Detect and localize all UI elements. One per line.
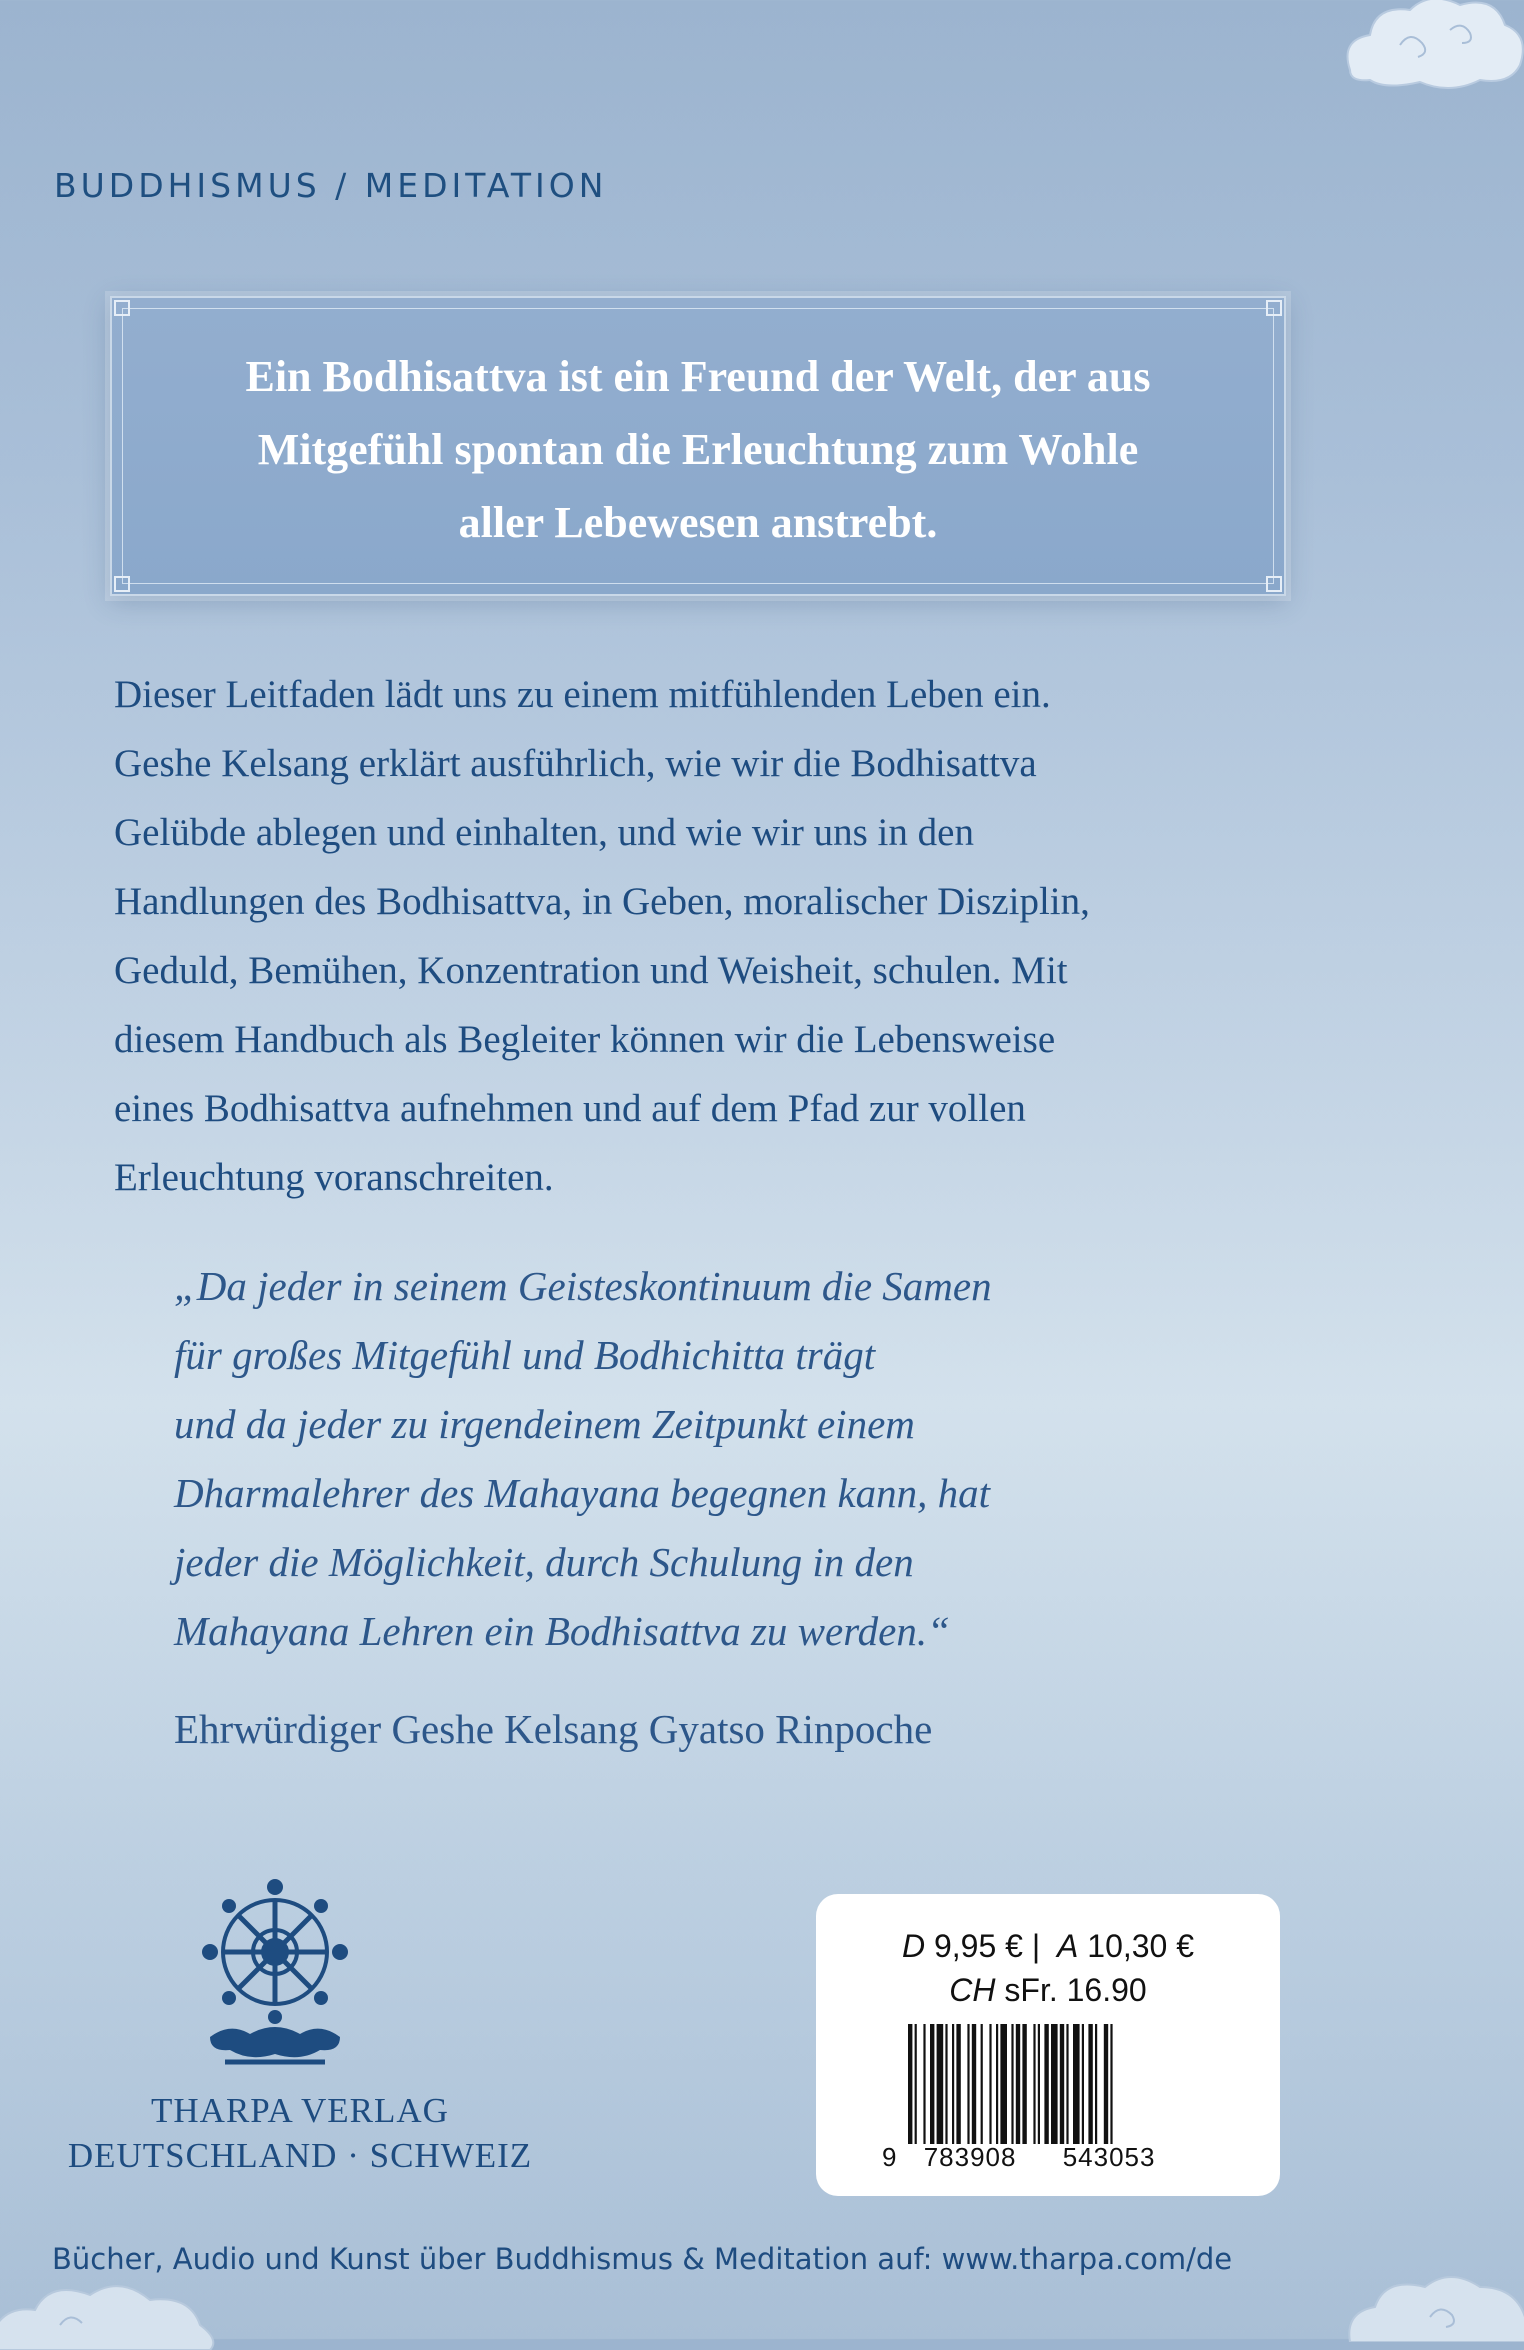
cloud-ornament-top-right [1330,0,1524,100]
price-line-ch [816,1972,1280,2009]
cloud-ornament-bottom-right [1340,2262,1524,2342]
barcode-bar [1082,2024,1084,2144]
highlight-quote-line: Ein Bodhisattva ist ein Freund der Welt, der aus [245,352,1151,401]
barcode-bar [1104,2024,1108,2144]
author-quote-line: jeder die Möglichkeit, durch Schulung in den [174,1539,914,1585]
price-label-ch: CH [949,1972,996,2008]
price-barcode-card [816,1894,1280,2196]
barcode-bar [1060,2024,1064,2144]
barcode-bar [1038,2024,1040,2144]
highlight-quote-text [152,340,1244,559]
barcode-bar [952,2024,954,2144]
price-value-a: 10,30 € [1087,1928,1195,1964]
price-line-d-a [816,1928,1280,1965]
barcode-bar [937,2024,944,2144]
author-quote [174,1252,1144,1666]
description-line: diesem Handbuch als Begleiter können wir die Lebensweise [114,1018,1056,1061]
description-line: Erleuchtung voranschreiten. [114,1156,554,1199]
price-label-d: D [901,1928,926,1964]
barcode-bar [1022,2024,1026,2144]
author-quote-line: und da jeder zu irgendeinem Zeitpunkt einem [174,1401,915,1447]
author-quote-line: Dharmalehrer des Mahayana begegnen kann, hat [174,1470,991,1516]
highlight-quote-box [110,296,1286,596]
barcode-bar [1016,2024,1020,2144]
description-line: Gelübde ablegen und einhalten, und wie wir uns in den [114,811,974,854]
barcode-digits [882,2142,1155,2173]
barcode-bar [1110,2024,1112,2144]
barcode-bar [908,2024,912,2144]
barcode-bar [989,2024,991,2144]
highlight-quote-line: Mitgefühl spontan die Erleuchtung zum Wohle [257,425,1139,474]
barcode-bar [996,2024,998,2144]
quote-attribution: Ehrwürdiger Geshe Kelsang Gyatso Rinpoche [174,1706,933,1752]
barcode-bar [1000,2024,1007,2144]
price-value-ch: sFr. 16.90 [1004,1972,1147,2008]
barcode-bar [923,2024,925,2144]
author-quote-line: für großes Mitgefühl und Bodhichitta trägt [174,1332,876,1378]
author-quote-line: Mahayana Lehren ein Bodhisattva zu werden.“ [174,1608,950,1654]
barcode-bar [1095,2024,1097,2144]
cloud-ornament-bottom-left [0,2270,230,2350]
dharma-wheel-logo-icon [190,1872,360,2072]
barcode-bar [956,2024,960,2144]
description-line: Handlungen des Bodhisattva, in Geben, moralischer Disziplin, [114,880,1090,923]
description-line: Geduld, Bemühen, Konzentration und Weisheit, schulen. Mit [114,949,1068,992]
barcode-group-1: 783908 [923,2142,1017,2172]
barcode-bar [1073,2024,1080,2144]
barcode-group-2: 543053 [1062,2142,1156,2172]
publisher-line-1: THARPA VERLAG [151,2091,449,2130]
publisher-name [40,2088,560,2178]
corner-ornament [1266,300,1282,316]
price-label-a: A [1057,1928,1079,1964]
barcode-bar [967,2024,969,2144]
description-paragraph [114,660,1314,1212]
price-value-d: 9,95 € [933,1928,1023,1964]
barcode-lead-digit: 9 [882,2142,898,2172]
description-line: Geshe Kelsang erklärt ausführlich, wie wir die Bodhisattva [114,742,1037,785]
description-line: eines Bodhisattva aufnehmen und auf dem Pfad zur vollen [114,1087,1026,1130]
barcode-bar [1051,2024,1058,2144]
description-line: Dieser Leitfaden lädt uns zu einem mitfühlenden Leben ein. [114,673,1051,716]
barcode-bar [981,2024,983,2144]
author-quote-line: „Da jeder in seinem Geisteskontinuum die Samen [174,1263,992,1309]
footer-website-line: Bücher, Audio und Kunst über Buddhismus & Meditation auf: www.tharpa.com/de [52,2242,1233,2276]
barcode-bar [1088,2024,1092,2144]
corner-ornament [114,300,130,316]
barcode-bar [915,2024,917,2144]
barcode-bar [1011,2024,1013,2144]
barcode-bar [1044,2024,1048,2144]
highlight-quote-line: aller Lebewesen anstrebt. [458,498,938,547]
publisher-line-2: DEUTSCHLAND · SCHWEIZ [67,2136,533,2175]
barcode-bar [1033,2024,1035,2144]
price-separator: | [1031,1928,1041,1964]
barcode-bar [972,2024,976,2144]
barcode-bar [945,2024,947,2144]
category-label: BUDDHISMUS / MEDITATION [54,166,608,205]
barcode-bar [930,2024,934,2144]
barcode [908,2024,1188,2144]
barcode-bar [1066,2024,1068,2144]
corner-ornament [114,576,130,592]
corner-ornament [1266,576,1282,592]
